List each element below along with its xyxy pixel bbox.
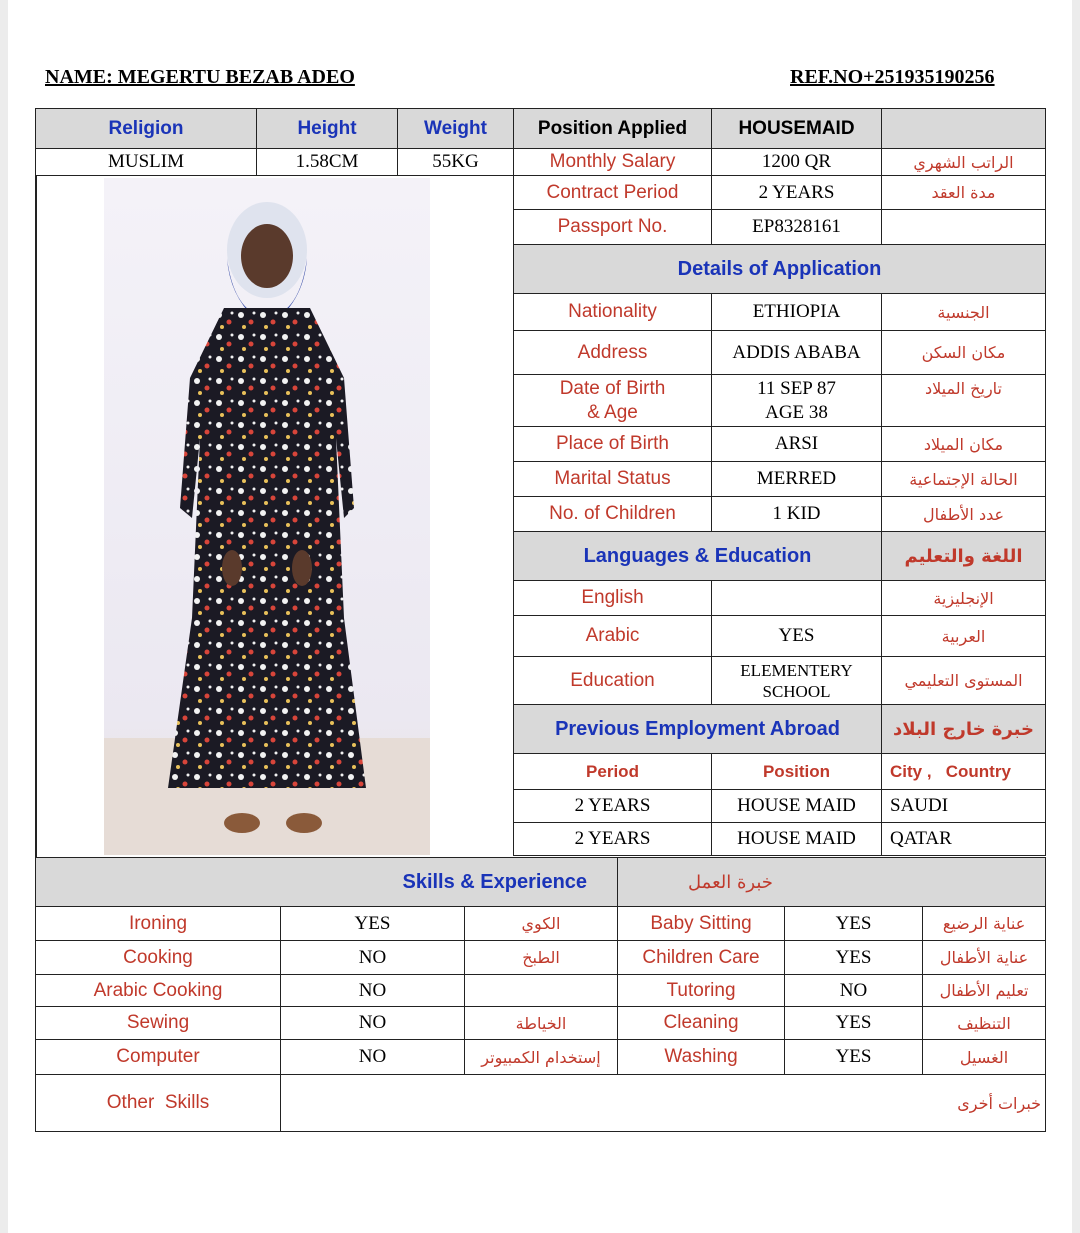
employment-position: HOUSE MAID <box>712 790 882 823</box>
marital-label: Marital Status <box>514 462 712 497</box>
nationality-label: Nationality <box>514 294 712 331</box>
skill-arabic: الكوي <box>465 907 618 941</box>
employment-section-title-arabic: خبرة خارج البلاد <box>882 705 1046 754</box>
nationality-arabic: الجنسية <box>882 294 1046 331</box>
other-skills-arabic: خبرات أخرى <box>923 1075 1046 1132</box>
passport-blank <box>882 210 1046 245</box>
religion-value: MUSLIM <box>36 149 257 176</box>
skill-arabic: التنظيف <box>923 1007 1046 1040</box>
dob-age: AGE 38 <box>765 401 828 423</box>
employment-row <box>514 790 1046 823</box>
skill-label: Washing <box>618 1040 785 1075</box>
children-arabic: عدد الأطفال <box>882 497 1046 532</box>
weight-label: Weight <box>398 109 514 149</box>
education-label: Education <box>514 657 712 705</box>
children-value: 1 KID <box>712 497 882 532</box>
skill-value: YES <box>785 907 923 941</box>
details-section-title: Details of Application <box>514 245 1046 294</box>
position-blank <box>882 109 1046 149</box>
birthplace-value: ARSI <box>712 427 882 462</box>
city-country-column-header: City , Country <box>882 754 1046 790</box>
skill-label: Computer <box>36 1040 281 1075</box>
address-arabic: مكان السكن <box>882 331 1046 375</box>
religion-label: Religion <box>36 109 257 149</box>
education-line2: SCHOOL <box>762 681 831 701</box>
address-label: Address <box>514 331 712 375</box>
nationality-value: ETHIOPIA <box>712 294 882 331</box>
skill-value: YES <box>281 907 465 941</box>
languages-section-title: Languages & Education <box>514 532 882 581</box>
right-border <box>1072 0 1080 1233</box>
dob-label-line1: Date of Birth <box>559 377 666 399</box>
contract-value: 2 YEARS <box>712 176 882 210</box>
birthplace-label: Place of Birth <box>514 427 712 462</box>
employment-period: 2 YEARS <box>514 790 712 823</box>
skill-label: Children Care <box>618 941 785 975</box>
children-label: No. of Children <box>514 497 712 532</box>
contract-arabic: مدة العقد <box>882 176 1046 210</box>
employment-period: 2 YEARS <box>514 823 712 856</box>
skill-value: YES <box>785 941 923 975</box>
salary-value: 1200 QR <box>712 149 882 176</box>
applicant-photo <box>104 178 430 855</box>
skill-label: Cooking <box>36 941 281 975</box>
skill-arabic: عناية الأطفال <box>923 941 1046 975</box>
position-applied-value: HOUSEMAID <box>712 109 882 149</box>
skills-section-title-arabic: خبرة العمل <box>618 858 1046 907</box>
skill-arabic: الغسيل <box>923 1040 1046 1075</box>
skill-value: YES <box>785 1007 923 1040</box>
skill-row <box>36 907 1046 941</box>
applicant-name: NAME: MEGERTU BEZAB ADEO <box>45 66 355 88</box>
weight-value: 55KG <box>398 149 514 176</box>
skills-table <box>35 857 1046 1132</box>
dob-date: 11 SEP 87 <box>757 377 836 399</box>
photo-frame-left <box>35 175 37 857</box>
employment-country: QATAR <box>882 823 1046 856</box>
skill-arabic: الطبخ <box>465 941 618 975</box>
skill-row <box>36 1040 1046 1075</box>
dob-label <box>514 375 712 427</box>
dob-arabic: تاريخ الميلاد <box>882 375 1046 427</box>
employment-section-title: Previous Employment Abroad <box>514 705 882 754</box>
marital-value: MERRED <box>712 462 882 497</box>
arabic-arabic: العربية <box>882 616 1046 657</box>
skill-row <box>36 975 1046 1007</box>
height-label: Height <box>257 109 398 149</box>
other-skills-value <box>281 1075 923 1132</box>
address-value: ADDIS ABABA <box>712 331 882 375</box>
languages-section-title-arabic: اللغة والتعليم <box>882 532 1046 581</box>
skill-row <box>36 941 1046 975</box>
contract-label: Contract Period <box>514 176 712 210</box>
skill-arabic: الخياطة <box>465 1007 618 1040</box>
skill-label: Arabic Cooking <box>36 975 281 1007</box>
skills-section-title: Skills & Experience <box>36 858 618 907</box>
education-value <box>712 657 882 705</box>
employment-row <box>514 823 1046 856</box>
period-column-header: Period <box>514 754 712 790</box>
dob-label-line2: & Age <box>587 401 638 423</box>
skill-label: Ironing <box>36 907 281 941</box>
skill-label: Tutoring <box>618 975 785 1007</box>
application-details-table <box>513 108 1046 856</box>
left-border <box>0 0 8 1233</box>
skill-arabic: إستخدام الكمبيوتر <box>465 1040 618 1075</box>
skill-label: Baby Sitting <box>618 907 785 941</box>
person-figure-image <box>104 178 430 855</box>
skill-arabic: عناية الرضيع <box>923 907 1046 941</box>
arabic-value: YES <box>712 616 882 657</box>
skill-arabic: تعليم الأطفال <box>923 975 1046 1007</box>
education-arabic: المستوى التعليمي <box>882 657 1046 705</box>
position-applied-label: Position Applied <box>514 109 712 149</box>
skill-value: NO <box>281 975 465 1007</box>
marital-arabic: الحالة الإجتماعية <box>882 462 1046 497</box>
skill-value: YES <box>785 1040 923 1075</box>
reference-number: REF.NO+251935190256 <box>790 66 995 88</box>
skill-label: Sewing <box>36 1007 281 1040</box>
skill-label: Cleaning <box>618 1007 785 1040</box>
skill-value: NO <box>785 975 923 1007</box>
english-label: English <box>514 581 712 616</box>
height-value: 1.58CM <box>257 149 398 176</box>
position-column-header: Position <box>712 754 882 790</box>
personal-stats-table <box>35 108 514 176</box>
employment-country: SAUDI <box>882 790 1046 823</box>
skill-value: NO <box>281 1040 465 1075</box>
english-arabic: الإنجليزية <box>882 581 1046 616</box>
employment-position: HOUSE MAID <box>712 823 882 856</box>
english-value <box>712 581 882 616</box>
other-skills-label: Other Skills <box>36 1075 281 1132</box>
education-line1: ELEMENTERY <box>740 660 853 680</box>
salary-label: Monthly Salary <box>514 149 712 176</box>
skill-value: NO <box>281 1007 465 1040</box>
skill-arabic <box>465 975 618 1007</box>
birthplace-arabic: مكان الميلاد <box>882 427 1046 462</box>
passport-label: Passport No. <box>514 210 712 245</box>
arabic-label: Arabic <box>514 616 712 657</box>
passport-value: EP8328161 <box>712 210 882 245</box>
skill-value: NO <box>281 941 465 975</box>
dob-value <box>712 375 882 427</box>
skill-row <box>36 1007 1046 1040</box>
salary-arabic: الراتب الشهري <box>882 149 1046 176</box>
